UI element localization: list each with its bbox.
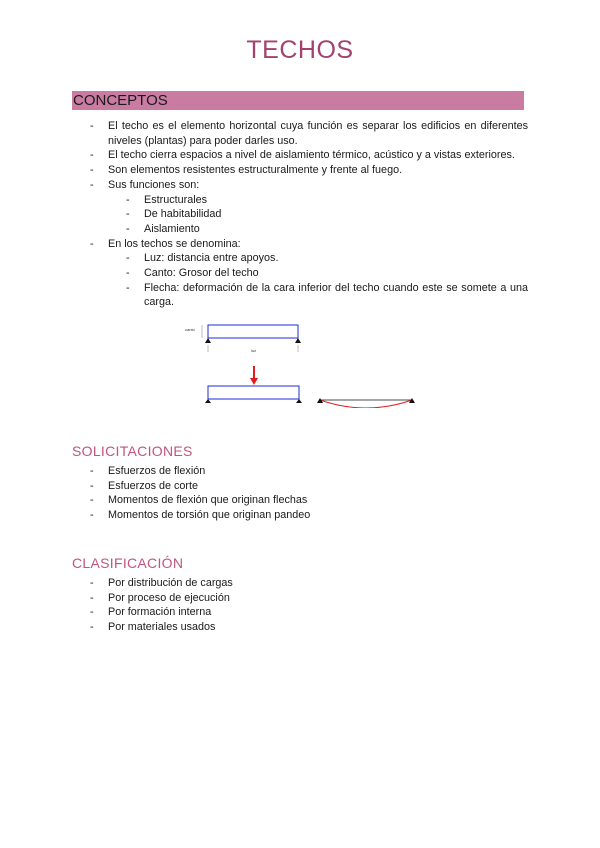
list-item: - El techo cierra espacios a nivel de aislamiento térmico, acústico y a vistas exteriores.: [90, 148, 528, 163]
list-item-funciones: [90, 178, 528, 237]
sub-list-item: - Luz: distancia entre apoyos.: [126, 251, 528, 266]
deflection-curve: [320, 400, 412, 408]
list-item-denominaciones: [90, 237, 528, 311]
list-item: - Esfuerzos de flexión: [90, 464, 528, 479]
loaded-beam-rect: [208, 386, 299, 399]
list-item-text: Sus funciones son:: [108, 178, 200, 191]
solicitaciones-list: [90, 464, 528, 523]
page-title: TECHOS: [246, 36, 354, 64]
support-left-icon: [205, 399, 211, 403]
list-item: - Por proceso de ejecución: [90, 591, 528, 606]
list-item: - Momentos de torsión que originan pandeo: [90, 508, 528, 523]
list-item: - Por materiales usados: [90, 620, 528, 635]
support-left-icon: [205, 338, 211, 343]
list-item: - Momentos de flexión que originan flechas: [90, 493, 528, 508]
luz-label: luz: [251, 348, 257, 353]
clasificacion-list: [90, 576, 528, 635]
section-heading-solicitaciones: SOLICITACIONES: [72, 443, 193, 459]
sub-list-item: - De habitabilidad: [126, 207, 528, 222]
conceptos-list: [90, 119, 528, 310]
list-item: - Por distribución de cargas: [90, 576, 528, 591]
list-item: - Por formación interna: [90, 605, 528, 620]
conceptos-heading-text: CONCEPTOS: [73, 92, 168, 109]
sub-list-item: - Flecha: deformación de la cara inferior del techo cuando este se somete a una carga.: [126, 281, 528, 310]
canto-label: canto: [185, 327, 195, 332]
sub-list-item: - Estructurales: [126, 193, 528, 208]
sub-list-item: - Aislamiento: [126, 222, 528, 237]
list-item: - El techo es el elemento horizontal cuya función es separar los edificios en diferentes niveles (plantas) para poder darles uso.: [90, 119, 528, 148]
sub-list-item: - Canto: Grosor del techo: [126, 266, 528, 281]
list-item-text: En los techos se denomina:: [108, 237, 241, 250]
section-heading-conceptos: [72, 91, 524, 110]
load-arrow-icon: [250, 378, 258, 385]
support-right-icon: [296, 399, 302, 403]
list-item: - Esfuerzos de corte: [90, 479, 528, 494]
beam-diagram: [180, 318, 430, 408]
list-item: - Son elementos resistentes estructuralmente y frente al fuego.: [90, 163, 528, 178]
section-heading-clasificacion: CLASIFICACIÓN: [72, 555, 184, 571]
beam-rect: [208, 325, 298, 338]
support-right-icon: [295, 338, 301, 343]
